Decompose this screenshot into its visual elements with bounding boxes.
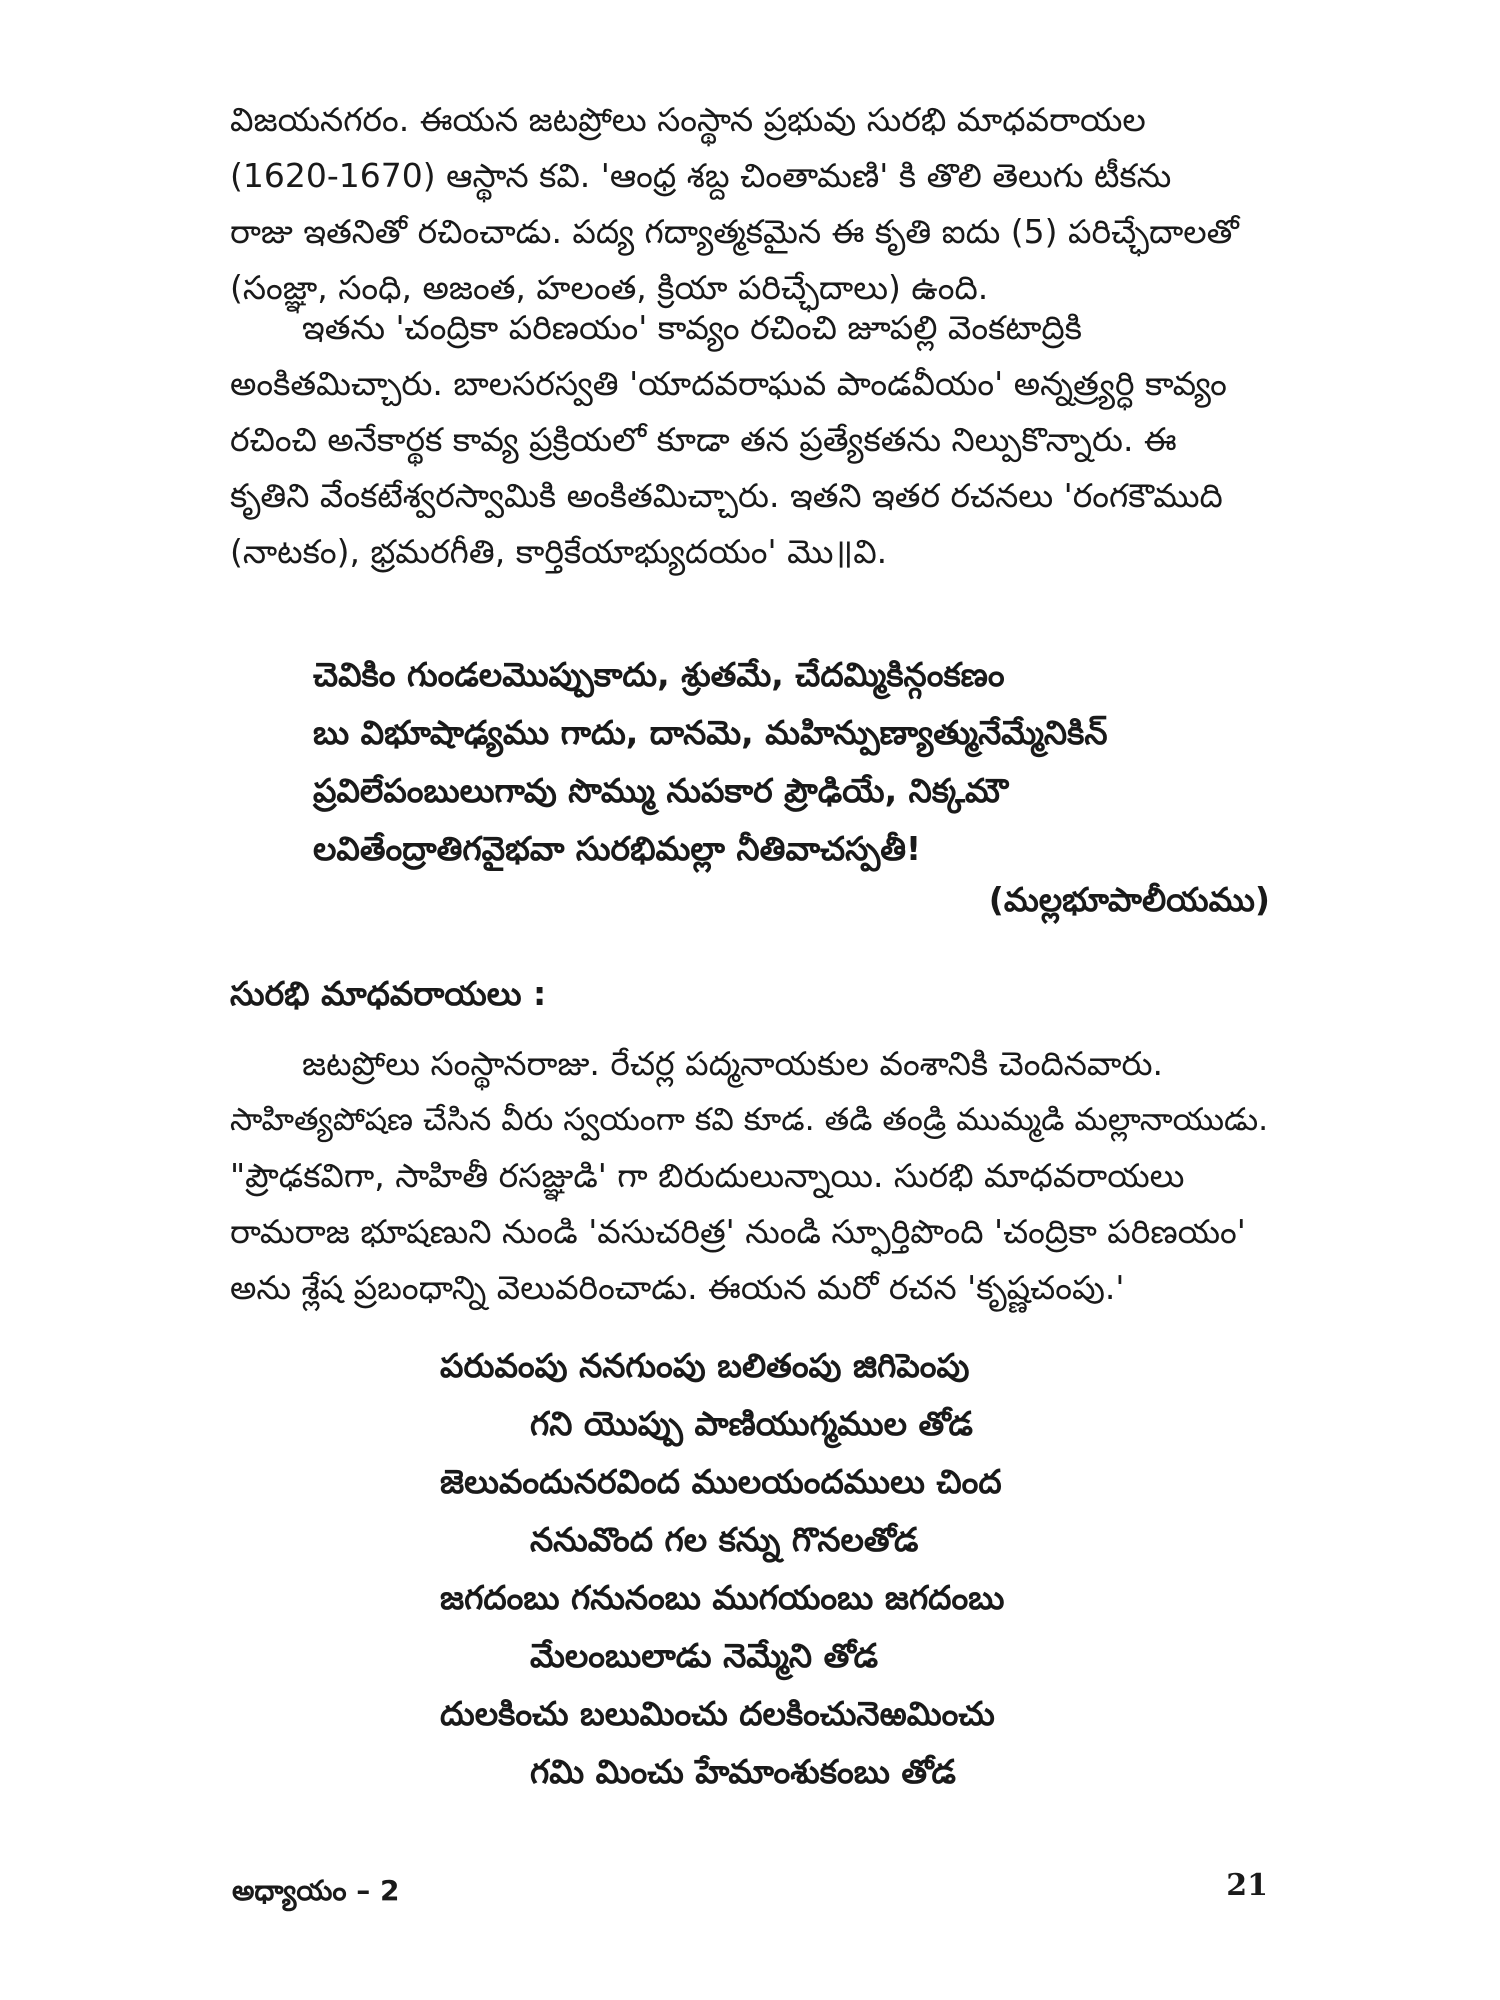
poem-line: ప్రవిలేపంబులుగావు సొమ్ము నుపకార ప్రౌఢియే, నిక్కమౌ [313,771,1008,810]
text-line: "ప్రౌఢకవిగా, సాహితీ రసజ్ఞుడి' గా బిరుదులున్నాయి. సురభి మాధవరాయలు [230,1156,1185,1195]
paragraph-madhavarayalu [230,1036,1270,1316]
text-line: విజయనగరం. ఈయన జటప్రోలు సంస్థాన ప్రభువు సురభి మాధవరాయల [230,100,1146,139]
text-line: రచించి అనేకార్థక కావ్య ప్రక్రియలో కూడా తన ప్రత్యేకతను నిల్పుకొన్నారు. ఈ [230,420,1177,459]
text-line: (సంజ్ఞా, సంధి, అజంత, హలంత, క్రియా పరిచ్ఛేదాలు) ఉంది. [230,268,989,307]
chapter-label: అధ్యాయం – 2 [232,1874,400,1907]
poem-line: జెలువందునరవింద ములయందములు చింద [440,1462,1002,1501]
poem-line: బు విభూషాఢ్యము గాదు, దానమె, మహిన్పుణ్యాత్మునేమ్మేనికిన్ [313,713,1108,752]
poem-line: లవితేంద్రాతిగవైభవా సురభిమల్లా నీతివాచస్పతీ! [313,829,922,868]
poem-line: జగదంబు గనునంబు ముగయంబు జగదంబు [440,1578,1005,1617]
text-line: కృతిని వేంకటేశ్వరస్వామికి అంకితమిచ్చారు. ఇతని ఇతర రచనలు 'రంగకౌముది [230,476,1223,515]
poem-line: దులకించు బలుమించు దలకించునెఱమించు [440,1694,995,1733]
poem-line: గని యొప్పు పాణియుగ్మముల తోడ [530,1404,973,1443]
poem-line: పరువంపు ననగుంపు బలితంపు జిగిపెంపు [440,1346,970,1385]
text-line: అంకితమిచ్చారు. బాలసరస్వతి 'యాదవరాఘవ పాండవీయం' అన్నత్ర్యర్ధి కావ్యం [230,364,1227,403]
poem-source: (మల్లభూపాలీయము) [988,880,1270,919]
text-line: ఇతను 'చంద్రికా పరిణయం' కావ్యం రచించి జూపల్లి వెంకటాద్రికి [302,308,1082,347]
poem-verse-1 [313,646,1273,878]
page-number: 21 [1226,1868,1268,1903]
paragraph-works [230,300,1270,580]
text-line: సాహిత్యపోషణ చేసిన వీరు స్వయంగా కవి కూడ. తడి తండ్రి ముమ్మడి మల్లానాయుడు. [230,1102,1269,1138]
poem-line: మేలంబులాడు నెమ్మేని తోడ [530,1636,879,1675]
text-line: (నాటకం), భ్రమరగీతి, కార్తికేయాభ్యుదయం' మొ॥వి. [230,532,888,571]
text-line: జటప్రోలు సంస్థానరాజు. రేచర్ల పద్మనాయకుల వంశానికి చెందినవారు. [302,1044,1163,1083]
text-line: అను శ్లేష ప్రబంధాన్ని వెలువరించాడు. ఈయన మరో రచన 'కృష్ణచంపు.' [230,1268,1125,1307]
text-line: (1620-1670) ఆస్థాన కవి. 'ఆంధ్ర శబ్ద చింతామణి' కి తొలి తెలుగు టీకను [230,156,1172,195]
text-line: రామరాజ భూషణుని నుండి 'వసుచరిత్ర' నుండి స్ఫూర్తిపొంది 'చంద్రికా పరిణయం' [230,1212,1246,1251]
poem-line: ననువొంద గల కన్ను గొనలతోడ [530,1520,919,1559]
text-line: రాజు ఇతనితో రచించాడు. పద్య గద్యాత్మకమైన ఈ కృతి ఐదు (5) పరిచ్ఛేదాలతో [230,212,1239,251]
poem-line: చెవికిం గుండలమొప్పుకాదు, శ్రుతమే, చేదమ్మికిన్గంకణం [313,655,1005,694]
paragraph-intro [230,92,1270,316]
section-heading: సురభి మాధవరాయలు : [230,974,547,1013]
poem-line: గమి మించు హేమాంశుకంబు తోడ [530,1752,956,1791]
